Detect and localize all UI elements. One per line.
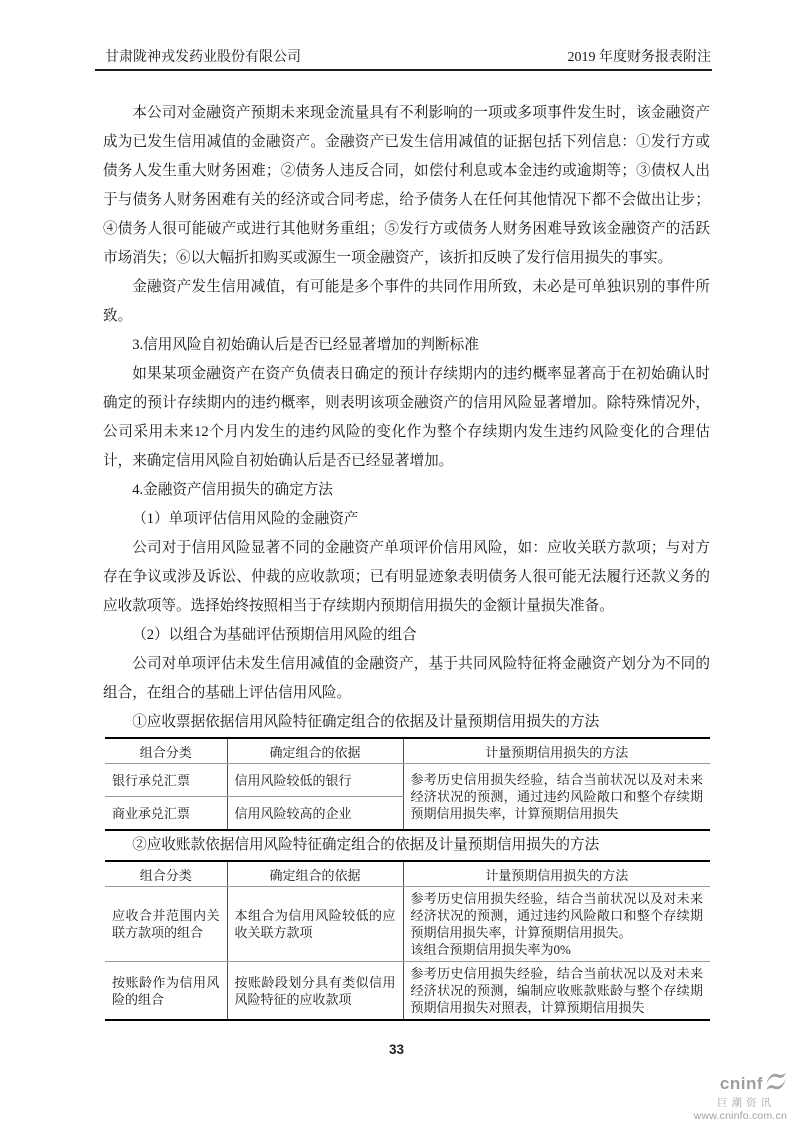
cninfo-chinese-name: 巨潮资讯 (717, 1097, 775, 1110)
page-number: 33 (388, 1042, 405, 1057)
table-row-related-party (105, 887, 710, 962)
cell-category: 按账龄作为信用风险的组合 (112, 974, 220, 1007)
paragraph-multiple-events: 金融资产发生信用减值，有可能是多个事件的共同作用所致，未必是可单独识别的事件所致。 (103, 279, 710, 324)
paragraph-individual-assessment: 公司对于信用风险显著不同的金融资产单项评价信用风险，如：应收关联方款项；与对方存在争议或涉及诉讼、仲裁的应收款项；已有明显迹象表明债务人很可能无法履行还款义务的应收款项等。选择始终按照相当于存续期内预期信用损失的金额计量损失准备。 (103, 540, 710, 614)
table-row-aging-portfolio (105, 962, 710, 1021)
table-row-bank-acceptance (105, 764, 710, 797)
header-rule (95, 69, 712, 71)
cninfo-wave-icon (765, 1072, 787, 1096)
paragraph-default-probability: 如果某项金融资产在资产负债表日确定的预计存续期内的违约概率显著高于在初始确认时确定的预计存续期内的违约概率，则表明该项金融资产的信用风险显著增加。除特殊情况外，公司采用未来12个月内发生的违约风险的变化作为整个存续期内发生违约风险变化的合理估计，来确定信用风险自初始确认后是否已经显著增加。 (103, 366, 710, 469)
body-content (103, 99, 710, 1021)
cell-basis: 信用风险较高的企业 (227, 797, 403, 831)
cell-ecl-method: 参考历史信用损失经验，结合当前状况以及对未来经济状况的预测，编制应收账款账龄与整个存续期预期信用损失对照表，计算预期信用损失 (403, 962, 710, 1021)
cninfo-brand-row (694, 1072, 787, 1096)
column-header-ecl-method: 计量预期信用损失的方法 (403, 861, 710, 887)
table-header-row (105, 861, 710, 887)
accounts-receivable-table (105, 860, 710, 1021)
cell-category: 应收合并范围内关联方款项的组合 (105, 887, 227, 962)
heading-4-1-individual-assessment: （1）单项评估信用风险的金融资产 (132, 511, 359, 527)
column-header-portfolio-basis: 确定组合的依据 (227, 861, 403, 887)
paragraph-portfolio-assessment: 公司对单项评估未发生信用减值的金融资产，基于共同风险特征将金融资产划分为不同的组合，在组合的基础上评估信用风险。 (103, 656, 710, 701)
heading-4-credit-loss-method: 4.金融资产信用损失的确定方法 (132, 482, 333, 498)
cell-category: 银行承兑汇票 (105, 764, 227, 797)
cell-ecl-method (403, 887, 710, 962)
cninfo-logo (694, 1072, 787, 1123)
cell-basis: 按账龄段划分具有类似信用风险特征的应收款项 (227, 962, 403, 1021)
column-header-portfolio-category: 组合分类 (105, 861, 227, 887)
ecl-rate-note: 该组合预期信用损失率为0% (410, 942, 571, 957)
column-header-portfolio-basis: 确定组合的依据 (227, 738, 403, 764)
table-header-row (105, 738, 710, 764)
cninfo-url: www.cninfo.com.cn (693, 1110, 787, 1123)
cell-basis: 信用风险较低的银行 (227, 764, 403, 797)
cell-ecl-method-merged: 参考历史信用损失经验，结合当前状况以及对未来经济状况的预测，通过违约风险敞口和整个存续期预期信用损失率，计算预期信用损失 (403, 764, 710, 831)
notes-receivable-table-caption: ①应收票据依据信用风险特征确定组合的依据及计量预期信用损失的方法 (132, 714, 600, 730)
cell-category: 商业承兑汇票 (112, 805, 191, 821)
cninfo-brand-text: cninf (719, 1074, 763, 1094)
company-name: 甘肃陇神戎发药业股份有限公司 (105, 50, 301, 65)
accounts-receivable-table-caption: ②应收账款依据信用风险特征确定组合的依据及计量预期信用损失的方法 (132, 837, 600, 853)
paragraph-credit-impairment-evidence: 本公司对金融资产预期未来现金流量具有不利影响的一项或多项事件发生时，该金融资产成为已发生信用减值的金融资产。金融资产已发生信用减值的证据包括下列信息：①发行方或债务人发生重大财务困难；②债务人违反合同，如偿付利息或本金违约或逾期等；③债权人出于与债务人财务困难有关的经济或合同考虑，给予债务人在任何其他情况下都不会做出让步；④债务人很可能破产或进行其他财务重组；⑤发行方或债务人财务困难导致该金融资产的活跃市场消失；⑥以大幅折扣购买或源生一项金融资产，该折扣反映了发行信用损失的事实。 (103, 105, 710, 266)
ecl-method-text: 参考历史信用损失经验，结合当前状况以及对未来经济状况的预测，通过违约风险敞口和整个存续期预期信用损失率，计算预期信用损失。 (410, 891, 703, 940)
cell-basis: 本组合为信用风险较低的应收关联方款项 (227, 887, 403, 962)
heading-3-credit-risk-increase: 3.信用风险自初始确认后是否已经显著增加的判断标准 (132, 337, 479, 353)
heading-4-2-portfolio-assessment: （2）以组合为基础评估预期信用风险的组合 (132, 627, 417, 643)
column-header-portfolio-category: 组合分类 (105, 738, 227, 764)
notes-receivable-table (105, 737, 710, 831)
column-header-ecl-method: 计量预期信用损失的方法 (403, 738, 710, 764)
report-title: 2019 年度财务报表附注 (567, 50, 711, 65)
